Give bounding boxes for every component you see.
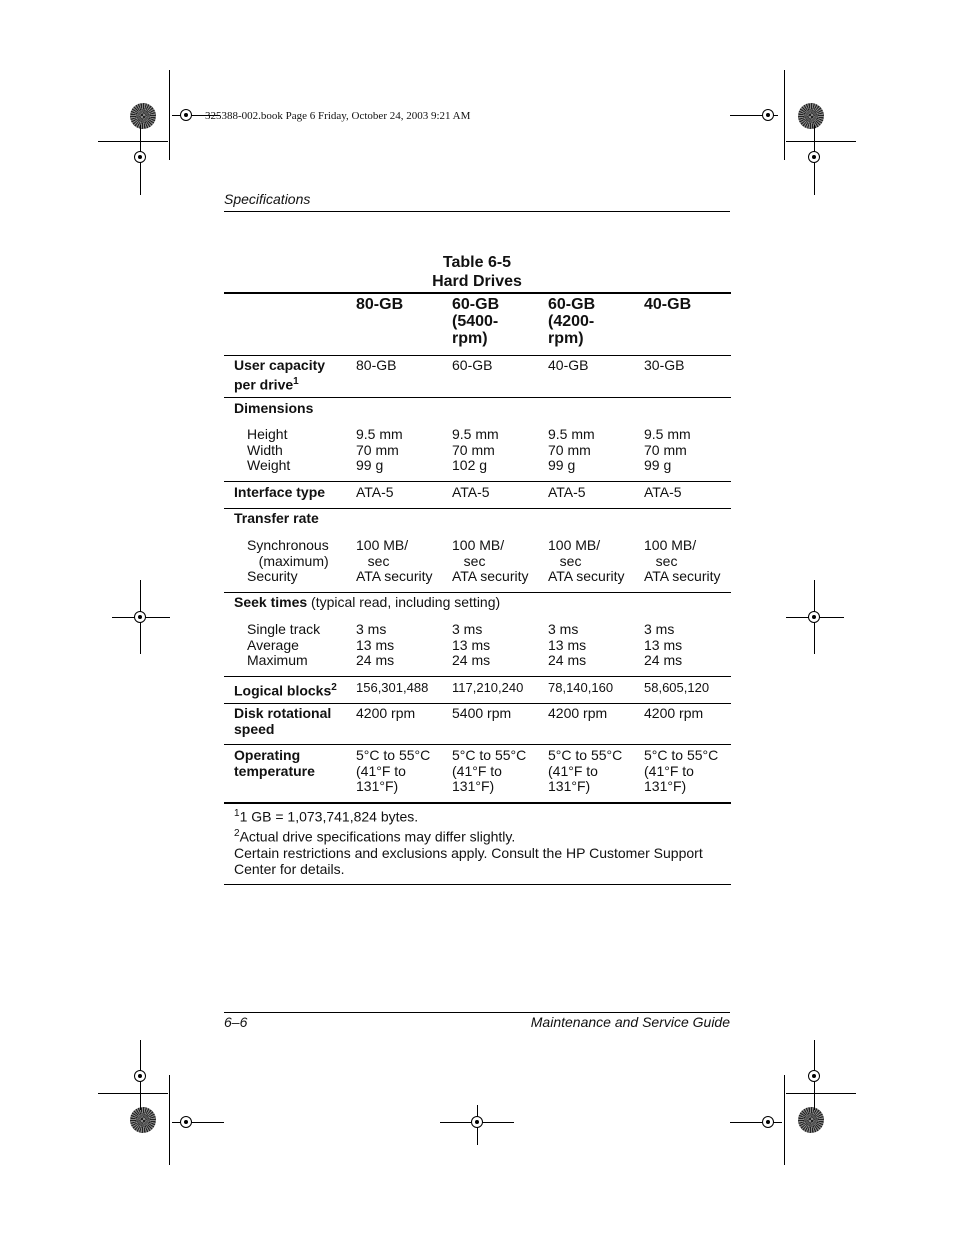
table-cell: 5°C to 55°C (41°F to 131°F): [644, 747, 719, 794]
column-header: 60-GB (4200- rpm): [548, 296, 596, 347]
table-bottom-rule: [224, 802, 731, 804]
page-number: 6–6: [224, 1014, 248, 1030]
table-cell: ATA-5: [356, 484, 394, 500]
row-label-note: (typical read, including setting): [307, 594, 501, 610]
crosshair-icon: [808, 1070, 820, 1082]
table-cell: 4200 rpm: [548, 705, 608, 721]
row-label-seek-times: Seek times (typical read, including setting): [234, 594, 501, 610]
table-title: Hard Drives: [432, 273, 522, 290]
table-cell: 156,301,488: [356, 680, 429, 695]
table-cell: 40-GB: [548, 357, 589, 373]
table-cell: 5°C to 55°C (41°F to 131°F): [548, 747, 623, 794]
row-label-rotational-speed: Disk rotational speed: [234, 705, 332, 737]
table-cell: 5400 rpm: [452, 705, 512, 721]
row-divider: [224, 508, 731, 509]
row-label-user-capacity: User capacity per drive$^1$: [234, 357, 326, 393]
table-cell: 4200 rpm: [356, 705, 416, 721]
crosshair-icon: [134, 1070, 146, 1082]
print-slug: 325388-002.book Page 6 Friday, October 24, 2003 9:21 AM: [205, 110, 471, 122]
crosshair-icon: [134, 151, 146, 163]
table-cell: 5°C to 55°C (41°F to 131°F): [356, 747, 431, 794]
table-cell: 100 MB/ sec ATA security: [356, 537, 433, 584]
registration-disc-icon: [798, 103, 824, 129]
running-head: Specifications: [224, 191, 311, 207]
registration-disc-icon: [798, 1107, 824, 1133]
table-cell: 100 MB/ sec ATA security: [548, 537, 625, 584]
row-divider: [224, 703, 731, 704]
row-divider: [224, 355, 731, 356]
crosshair-icon: [180, 109, 192, 121]
table-cell: 3 ms 13 ms 24 ms: [644, 621, 683, 668]
table-cell: 58,605,120: [644, 680, 710, 695]
column-header: 80-GB: [356, 296, 404, 313]
column-header: 40-GB: [644, 296, 692, 313]
column-header: 60-GB (5400- rpm): [452, 296, 500, 347]
table-cell: 4200 rpm: [644, 705, 704, 721]
row-label-interface: Interface type: [234, 484, 326, 500]
table-cell: ATA-5: [452, 484, 490, 500]
table-cell: 9.5 mm 70 mm 102 g: [452, 426, 499, 473]
table-cell: 5°C to 55°C (41°F to 131°F): [452, 747, 527, 794]
row-divider: [224, 676, 731, 677]
table-cell: 3 ms 13 ms 24 ms: [452, 621, 491, 668]
table-number: Table 6-5: [442, 254, 512, 271]
row-label-transfer-rate: Transfer rate: [234, 510, 319, 526]
row-divider: [224, 744, 731, 745]
table-cell: 3 ms 13 ms 24 ms: [356, 621, 395, 668]
header-rule: [224, 211, 730, 212]
footnote-end-rule: [224, 884, 731, 885]
table-note: Certain restrictions and exclusions apply. Consult the HP Customer Support Center for details.: [234, 845, 703, 877]
row-label-dimensions: Dimensions: [234, 400, 314, 416]
crosshair-icon: [134, 611, 146, 623]
crosshair-icon: [762, 109, 774, 121]
table-cell: 60-GB: [452, 357, 493, 373]
table-cell: 9.5 mm 70 mm 99 g: [644, 426, 691, 473]
row-divider: [224, 592, 731, 593]
table-cell: 100 MB/ sec ATA security: [644, 537, 721, 584]
registration-disc-icon: [130, 1107, 156, 1133]
table-cell: 80-GB: [356, 357, 397, 373]
row-sublabels: Single track Average Maximum: [247, 621, 321, 668]
crosshair-icon: [471, 1116, 483, 1128]
table-cell: 30-GB: [644, 357, 685, 373]
crosshair-icon: [808, 611, 820, 623]
crosshair-icon: [762, 1116, 774, 1128]
footnote-2: $^2$Actual drive specifications may differ slightly.: [234, 828, 516, 845]
row-divider: [224, 481, 731, 482]
footnote-mark: 1: [293, 375, 299, 387]
row-label-operating-temperature: Operating temperature: [234, 747, 315, 779]
footnote-mark: 2: [331, 682, 337, 693]
row-sublabels: Synchronous (maximum) Security: [247, 537, 329, 584]
table-cell: 117,210,240: [452, 680, 524, 695]
crosshair-icon: [808, 151, 820, 163]
row-sublabels: Height Width Weight: [247, 426, 291, 473]
table-cell: 78,140,160: [548, 680, 614, 695]
table-cell: ATA-5: [548, 484, 586, 500]
footer-rule: [224, 1012, 730, 1013]
registration-disc-icon: [130, 103, 156, 129]
row-label-logical-blocks: Logical blocks$^2$: [234, 682, 337, 699]
table-top-rule: [224, 292, 731, 294]
table-cell: ATA-5: [644, 484, 682, 500]
crosshair-icon: [180, 1116, 192, 1128]
row-divider: [224, 397, 731, 398]
table-cell: 9.5 mm 70 mm 99 g: [548, 426, 595, 473]
guide-title: Maintenance and Service Guide: [530, 1014, 730, 1030]
table-cell: 3 ms 13 ms 24 ms: [548, 621, 587, 668]
table-cell: 100 MB/ sec ATA security: [452, 537, 529, 584]
footnote-1: $^1$1 GB = 1,073,741,824 bytes.: [234, 808, 419, 825]
table-cell: 9.5 mm 70 mm 99 g: [356, 426, 403, 473]
